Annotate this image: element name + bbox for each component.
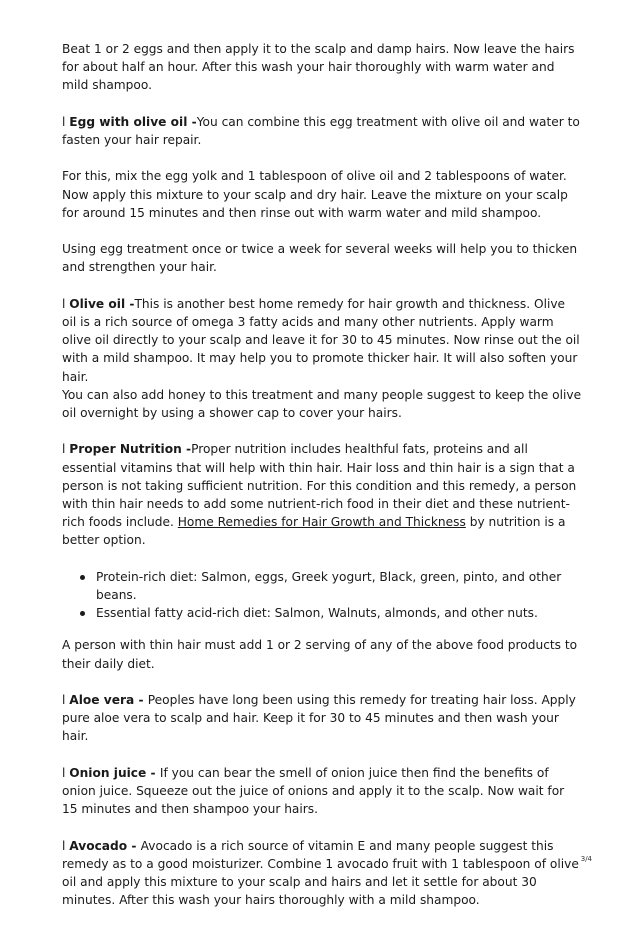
egg-olive-text: You can combine this egg treatment with olive oil and water to fasten your hair repair.: [62, 114, 580, 147]
egg-olive-heading: Egg with olive oil -: [69, 114, 197, 129]
egg-olive-paragraph: [62, 113, 582, 149]
nutrition-paragraph: [62, 440, 582, 549]
avocado-heading: Avocado -: [69, 838, 141, 853]
list-marker: l: [62, 693, 70, 707]
list-marker: l: [62, 114, 70, 129]
honey-paragraph: You can also add honey to this treatment and many people suggest to keep the olive oil overnight by using a shower cap to cover your hairs.: [62, 387, 582, 420]
onion-paragraph: [62, 764, 582, 819]
olive-oil-heading: Olive oil -: [69, 296, 135, 311]
olive-oil-text: This is another best home remedy for hair growth and thickness. Olive oil is a rich source of omega 3 fatty acids and many other nutrients. Apply warm olive oil directly to your scalp and leave it for 30 to 45 minutes. Now rinse out the oil with a mild shampoo. It may help you to promote thicker hair. It will also soften your hair.: [62, 296, 580, 384]
list-marker: l: [62, 442, 70, 457]
onion-heading: Onion juice -: [69, 765, 160, 780]
list-marker: l: [62, 296, 70, 311]
avocado-paragraph: [62, 837, 582, 910]
list-item: Protein-rich diet: Salmon, eggs, Greek yogurt, Black, green, pinto, and other beans.: [96, 568, 582, 604]
aloe-text: Peoples have long been using this remedy for treating hair loss. Apply pure aloe vera to scalp and hair. Keep it for 30 to 45 minutes and then wash your hair.: [62, 693, 576, 744]
nutrition-text: Proper nutrition includes healthful fats, proteins and all essential vitamins that will help with thin hair. Hair loss and thin hair is a sign that a person is not taking sufficient nutrition. For this condition and this remedy, a person with thin hair needs to add some nutrient-rich food in their diet and these nutrient-rich foods include.: [62, 442, 577, 530]
onion-text: If you can bear the smell of onion juice then find the benefits of onion juice. Squeeze out the juice of onions and apply it to the scalp. Now wait for 15 minutes and then shampoo your hairs.: [62, 765, 565, 817]
page-number: 3/4: [580, 855, 592, 863]
aloe-paragraph: [62, 691, 582, 746]
list-marker: l: [62, 765, 70, 780]
document-body: [62, 40, 582, 928]
list-marker: l: [62, 838, 70, 853]
diet-list: [62, 568, 582, 623]
avocado-text: Avocado is a rich source of vitamin E and many people suggest this remedy as to a good moisturizer. Combine 1 avocado fruit with 1 tablespoon of olive oil and apply this mixture to your scalp and hairs and let it settle for about 30 minutes. After this wash your hairs thoroughly with a mild shampoo.: [62, 838, 579, 908]
mix-paragraph: For this, mix the egg yolk and 1 tablespoon of olive oil and 2 tablespoons of water. Now apply this mixture to your scalp and dry hair. Leave the mixture on your scalp for around 15 minutes and then rinse out with warm water and mild shampoo.: [62, 169, 568, 220]
nutrition-heading: Proper Nutrition -: [69, 442, 192, 457]
intro-paragraph: Beat 1 or 2 eggs and then apply it to the scalp and damp hairs. Now leave the hairs for about half an hour. After this wash your hair thoroughly with warm water and mild shampoo.: [62, 42, 575, 93]
list-item: Essential fatty acid-rich diet: Salmon, Walnuts, almonds, and other nuts.: [96, 604, 582, 622]
using-paragraph: Using egg treatment once or twice a week for several weeks will help you to thicken and strengthen your hair.: [62, 242, 578, 275]
aloe-heading: Aloe vera -: [69, 693, 148, 707]
olive-oil-paragraph: [62, 295, 582, 386]
nutrition-after-link: by nutrition is a better option.: [62, 515, 566, 548]
thin-hair-paragraph: A person with thin hair must add 1 or 2 serving of any of the above food products to their daily diet.: [62, 638, 578, 671]
hair-growth-link[interactable]: Home Remedies for Hair Growth and Thickness: [177, 515, 466, 530]
